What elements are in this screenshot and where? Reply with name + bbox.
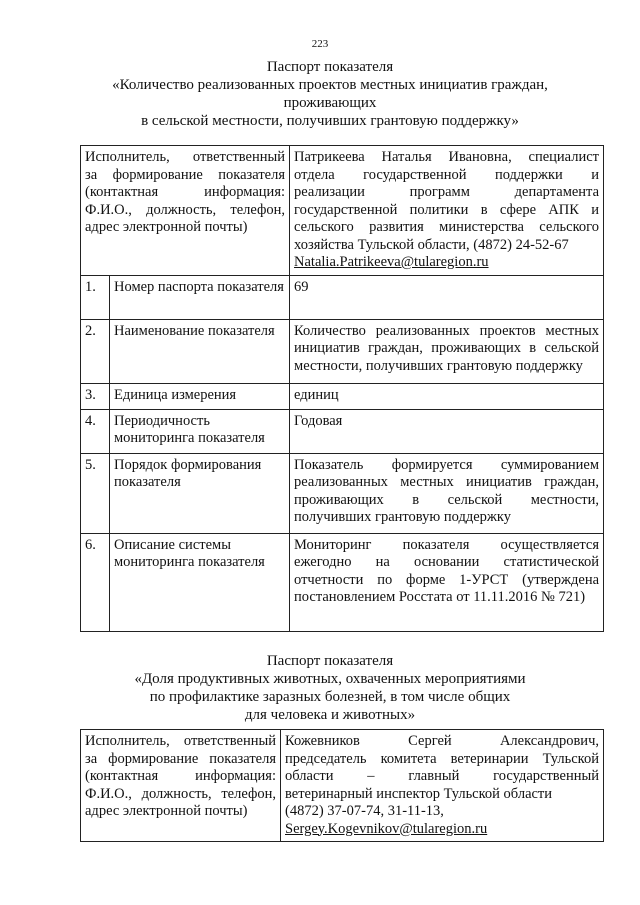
executor-label-line: адрес электронной почты) [85, 219, 248, 235]
executor-label-cell [81, 730, 281, 842]
row-label: Описание системы мониторинга показателя [110, 533, 290, 631]
passport-1-subtitle-line-2: проживающих [283, 95, 377, 111]
executor-label-line: за формирование показателя [85, 166, 286, 183]
executor-email-link[interactable]: Natalia.Patrikeeva@tularegion.ru [294, 254, 489, 270]
row-value: Годовая [290, 409, 604, 453]
executor-label-cell [81, 146, 290, 276]
row-label: Наименование показателя [110, 319, 290, 383]
executor-label-line: Исполнитель, ответственный [85, 149, 286, 165]
row-value: Показатель формируется суммированием реализованных местных инициатив граждан, проживающих в сельской местности, получивших грантовую поддержку [290, 453, 604, 533]
executor-value-line: государственной политики в сфере АПК и [294, 201, 600, 218]
executor-label-line: (контактная информация: [85, 184, 286, 200]
passport-1-subtitle-line-1: «Количество реализованных проектов местных инициатив граждан, [112, 77, 548, 93]
executor-value-line: области – главный государственный [285, 768, 599, 784]
executor-label-line: Ф.И.О., должность, телефон, [85, 785, 276, 802]
row-number: 2. [81, 319, 110, 383]
executor-row [81, 730, 604, 842]
executor-value-line: отдела государственной поддержки и [294, 166, 600, 183]
passport-2-subtitle-line-2: по профилактике заразных болезней, в том числе общих [149, 689, 511, 705]
table-row [81, 409, 604, 453]
executor-value-line: реализации программ департамента [294, 184, 600, 200]
row-label: Периодичность мониторинга показателя [110, 409, 290, 453]
passport-1-heading [60, 58, 600, 130]
passport-1-title: Паспорт показателя [266, 59, 394, 75]
passport-2-subtitle-line-1: «Доля продуктивных животных, охваченных мероприятиями [134, 671, 526, 687]
row-value: Мониторинг показателя осуществляется ежегодно на основании статистической отчетности по форме 1-УРСТ (утверждена постановлением Росстата от 11.11.2016 № 721) [290, 533, 604, 631]
row-number: 6. [81, 533, 110, 631]
executor-label-line: за формирование показателя [85, 750, 276, 767]
passport-2-table [80, 729, 604, 842]
executor-value-line: (4872) 37-07-74, 31-11-13, [285, 803, 444, 819]
row-label: Номер паспорта показателя [110, 275, 290, 319]
row-value: единиц [290, 383, 604, 409]
row-label: Единица измерения [110, 383, 290, 409]
passport-1-subtitle-line-3: в сельской местности, получивших грантовую поддержку» [141, 113, 519, 129]
executor-label-line: (контактная информация: [85, 768, 276, 784]
executor-value-line: Кожевников Сергей Александрович, [285, 733, 599, 749]
page-number: 223 [311, 38, 329, 50]
table-row [81, 319, 604, 383]
executor-label-line: адрес электронной почты) [85, 803, 248, 819]
executor-label-line: Исполнитель, ответственный [85, 733, 276, 749]
passport-2-subtitle-line-3: для человека и животных» [244, 707, 416, 723]
row-value: Количество реализованных проектов местных инициатив граждан, проживающих в сельской местности, получивших грантовую поддержку [290, 319, 604, 383]
row-number: 3. [81, 383, 110, 409]
executor-value-line: ветеринарный инспектор Тульской области [285, 785, 553, 802]
row-number: 5. [81, 453, 110, 533]
passport-2-heading [60, 652, 600, 724]
row-number: 1. [81, 275, 110, 319]
executor-value-cell [290, 146, 604, 276]
row-label: Порядок формирования показателя [110, 453, 290, 533]
executor-value-line: Патрикеева Наталья Ивановна, специалист [294, 149, 600, 165]
row-number: 4. [81, 409, 110, 453]
table-row [81, 383, 604, 409]
executor-row [81, 146, 604, 276]
executor-email-link[interactable]: Sergey.Kogevnikov@tularegion.ru [285, 820, 488, 837]
row-value: 69 [290, 275, 604, 319]
executor-label-line: Ф.И.О., должность, телефон, [85, 201, 286, 218]
executor-value-cell [281, 730, 604, 842]
table-row [81, 533, 604, 631]
executor-value-line: сельского развития министерства сельского [294, 219, 600, 235]
table-row [81, 453, 604, 533]
executor-value-line: председатель комитета ветеринарии Тульской [285, 750, 599, 767]
table-row [81, 275, 604, 319]
executor-value-line: хозяйства Тульской области, (4872) 24-52-67 [294, 236, 569, 253]
passport-2-title: Паспорт показателя [266, 653, 394, 669]
passport-1-table [80, 145, 604, 632]
